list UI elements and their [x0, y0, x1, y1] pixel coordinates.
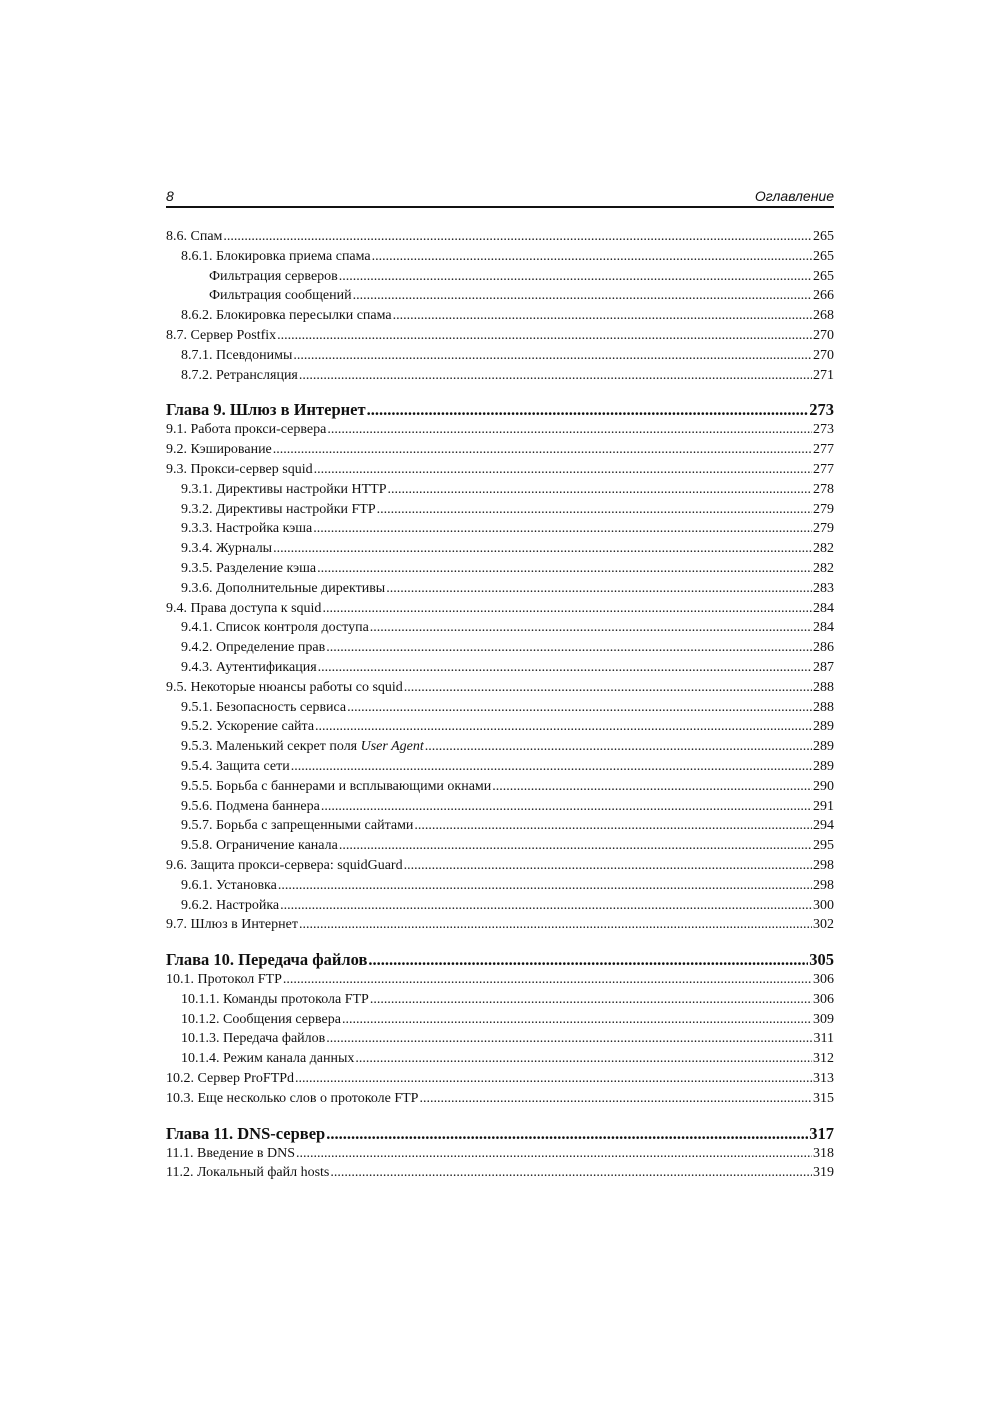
- dot-leader: [313, 519, 812, 539]
- toc-entry-page: 277: [813, 442, 834, 458]
- toc-entry-title: 10.2. Сервер ProFTPd: [166, 1071, 295, 1087]
- toc-entry-page: 265: [813, 229, 834, 244]
- toc-entry-title: 9.5.2. Ускорение сайта: [181, 719, 315, 735]
- toc-entry-title: 9.2. Кэширование: [166, 442, 272, 458]
- dot-leader: [326, 638, 812, 658]
- dot-leader: [370, 990, 812, 1010]
- toc-entry-title: 9.5.5. Борьба с баннерами и всплывающими окнами: [181, 778, 492, 794]
- dot-leader: [330, 1163, 812, 1183]
- toc-entry-title: 11.2. Локальный файл hosts: [166, 1165, 330, 1181]
- dot-leader: [393, 306, 812, 326]
- toc-entry-page: 279: [813, 501, 834, 517]
- toc-entry[interactable]: [166, 717, 834, 737]
- toc-entry-page: 294: [813, 818, 834, 834]
- toc-entry-title: 8.7.1. Псевдонимы: [181, 347, 293, 363]
- dot-leader: [404, 856, 812, 876]
- toc-entry-title: 9.6.2. Настройка: [181, 897, 280, 913]
- toc-entry-page: 298: [813, 857, 834, 873]
- dot-leader: [273, 539, 812, 559]
- toc-entry[interactable]: [166, 698, 834, 718]
- dot-leader: [370, 618, 812, 638]
- toc-chapter-title: Глава 10. Передача файлов: [166, 950, 368, 970]
- page-number: 8: [166, 188, 174, 204]
- toc-entry-title: 8.7.2. Ретрансляция: [181, 367, 298, 383]
- toc-entry-title: 11.1. Введение в DNS: [166, 1145, 296, 1161]
- toc-entry-page: 306: [813, 972, 834, 988]
- toc-entry-title: 9.3.1. Директивы настройки HTTP: [181, 481, 387, 497]
- toc-entry[interactable]: [166, 737, 834, 757]
- toc-entry-page: 282: [813, 541, 834, 557]
- toc-entry[interactable]: [166, 539, 834, 559]
- toc-entry-title: 9.7. Шлюз в Интернет: [166, 917, 298, 933]
- toc-entry[interactable]: [166, 559, 834, 579]
- toc-entry[interactable]: [166, 1144, 834, 1164]
- toc-entry-page: 265: [813, 248, 834, 264]
- dot-leader: [327, 420, 812, 440]
- dot-leader: [315, 717, 812, 737]
- toc-entry-page: 290: [813, 778, 834, 794]
- toc-entry[interactable]: [166, 896, 834, 916]
- toc-entry[interactable]: [166, 1010, 834, 1030]
- toc-entry-title: 9.5.8. Ограничение канала: [181, 838, 338, 854]
- toc-entry-page: 298: [813, 877, 834, 893]
- toc-entry-title: 9.3.4. Журналы: [181, 541, 273, 557]
- toc-entry-page: 291: [813, 798, 834, 814]
- toc-entry-page: 270: [813, 347, 834, 363]
- toc-entry[interactable]: [166, 286, 834, 306]
- toc-entry[interactable]: [166, 970, 834, 990]
- toc-entry[interactable]: [166, 816, 834, 836]
- toc-chapter-entry[interactable]: [166, 399, 834, 420]
- table-of-contents: [166, 227, 834, 1183]
- toc-entry[interactable]: [166, 599, 834, 619]
- toc-entry[interactable]: [166, 519, 834, 539]
- dot-leader: [347, 698, 812, 718]
- dot-leader: [296, 1144, 812, 1164]
- toc-entry-title-text: 9.5.3. Маленький секрет поля: [181, 739, 361, 755]
- dot-leader: [317, 559, 812, 579]
- toc-entry-page: 268: [813, 308, 834, 324]
- toc-entry-title: 9.1. Работа прокси-сервера: [166, 422, 327, 438]
- toc-entry[interactable]: [166, 856, 834, 876]
- dot-leader: [368, 949, 808, 970]
- toc-entry-title: 9.5.4. Защита сети: [181, 758, 290, 774]
- toc-entry-title: Фильтрация сообщений: [209, 288, 352, 304]
- dot-leader: [321, 797, 812, 817]
- toc-entry-page: 318: [813, 1145, 834, 1161]
- toc-entry-title: 9.3.5. Разделение кэша: [181, 560, 317, 576]
- toc-entry-title: 9.6.1. Установка: [181, 877, 277, 893]
- toc-entry[interactable]: [166, 618, 834, 638]
- toc-entry[interactable]: [166, 1163, 834, 1183]
- dot-leader: [299, 915, 812, 935]
- toc-entry-page: 313: [813, 1071, 834, 1087]
- toc-entry-title: 9.3.3. Настройка кэша: [181, 521, 313, 537]
- toc-entry-title: [181, 737, 424, 757]
- toc-entry-title: 9.4.3. Аутентификация: [181, 659, 317, 675]
- toc-entry-page: 295: [813, 838, 834, 854]
- toc-entry-title: 9.5.1. Безопасность сервиса: [181, 699, 347, 715]
- toc-entry[interactable]: [166, 420, 834, 440]
- toc-entry[interactable]: [166, 500, 834, 520]
- dot-leader: [283, 970, 812, 990]
- dot-leader: [419, 1089, 812, 1109]
- toc-entry-page: 288: [813, 699, 834, 715]
- toc-entry-page: 273: [813, 422, 834, 438]
- toc-entry[interactable]: [166, 440, 834, 460]
- dot-leader: [277, 326, 812, 346]
- dot-leader: [377, 500, 812, 520]
- toc-entry-page: 302: [813, 917, 834, 933]
- toc-entry[interactable]: [166, 326, 834, 346]
- dot-leader: [295, 1069, 812, 1089]
- toc-chapter-page: 317: [809, 1123, 834, 1143]
- toc-entry-title: 8.7. Сервер Postfix: [166, 327, 277, 343]
- toc-entry-page: 315: [813, 1090, 834, 1106]
- dot-leader: [280, 896, 812, 916]
- dot-leader: [223, 227, 812, 247]
- dot-leader: [367, 399, 809, 420]
- dot-leader: [318, 658, 812, 678]
- toc-entry[interactable]: [166, 797, 834, 817]
- toc-entry-title: 9.4.2. Определение прав: [181, 640, 326, 656]
- toc-chapter-title: Глава 11. DNS-сервер: [166, 1123, 326, 1143]
- toc-entry-page: 271: [813, 367, 834, 383]
- running-head-title: Оглавление: [754, 188, 834, 204]
- toc-entry[interactable]: [166, 227, 834, 247]
- toc-chapter-page: 273: [809, 400, 834, 420]
- dot-leader: [314, 460, 812, 480]
- toc-entry[interactable]: [166, 638, 834, 658]
- toc-entry-page: 284: [813, 620, 834, 636]
- dot-leader: [326, 1123, 808, 1144]
- dot-leader: [278, 876, 812, 896]
- toc-entry[interactable]: [166, 480, 834, 500]
- toc-entry-page: 265: [813, 268, 834, 284]
- toc-entry[interactable]: [166, 247, 834, 267]
- dot-leader: [293, 346, 812, 366]
- toc-entry-title: 9.5. Некоторые нюансы работы со squid: [166, 679, 403, 695]
- toc-entry-title: 9.4. Права доступа к squid: [166, 600, 322, 616]
- toc-entry[interactable]: [166, 777, 834, 797]
- toc-entry[interactable]: [166, 579, 834, 599]
- toc-entry[interactable]: [166, 1069, 834, 1089]
- toc-entry-title: 9.3. Прокси-сервер squid: [166, 461, 313, 477]
- toc-entry[interactable]: [166, 915, 834, 935]
- toc-entry-page: 306: [813, 991, 834, 1007]
- toc-entry-title: 8.6.2. Блокировка пересылки спама: [181, 308, 392, 324]
- toc-chapter-entry[interactable]: [166, 1123, 834, 1144]
- dot-leader: [492, 777, 812, 797]
- toc-entry[interactable]: [166, 876, 834, 896]
- dot-leader: [425, 737, 812, 757]
- dot-leader: [339, 267, 812, 287]
- toc-entry-page: 288: [813, 679, 834, 695]
- toc-entry-page: 309: [813, 1011, 834, 1027]
- toc-entry-title: 8.6.1. Блокировка приема спама: [181, 248, 371, 264]
- toc-entry[interactable]: [166, 460, 834, 480]
- toc-entry-title: 9.4.1. Список контроля доступа: [181, 620, 369, 636]
- toc-entry-page: 286: [813, 640, 834, 656]
- toc-entry[interactable]: [166, 366, 834, 386]
- toc-entry[interactable]: [166, 678, 834, 698]
- toc-chapter-page: 305: [809, 950, 834, 970]
- dot-leader: [353, 286, 812, 306]
- toc-chapter-entry[interactable]: [166, 949, 834, 970]
- toc-entry-title: 10.1.3. Передача файлов: [181, 1031, 326, 1047]
- toc-chapter-title: Глава 9. Шлюз в Интернет: [166, 400, 366, 420]
- toc-entry-page: 270: [813, 327, 834, 343]
- toc-entry[interactable]: [166, 1089, 834, 1109]
- toc-entry-title: 10.1. Протокол FTP: [166, 972, 282, 988]
- toc-entry-title: 10.3. Еще несколько слов о протоколе FTP: [166, 1090, 419, 1106]
- toc-entry[interactable]: [166, 346, 834, 366]
- dot-leader: [404, 678, 812, 698]
- dot-leader: [388, 480, 813, 500]
- toc-entry-title: Фильтрация серверов: [209, 268, 338, 284]
- dot-leader: [372, 247, 812, 267]
- dot-leader: [291, 757, 812, 777]
- dot-leader: [342, 1010, 812, 1030]
- toc-entry-title-emphasis: User Agent: [360, 739, 424, 755]
- toc-entry-title: 8.6. Спам: [166, 229, 223, 244]
- toc-entry-page: 319: [813, 1165, 834, 1181]
- toc-entry-page: 266: [813, 288, 834, 304]
- toc-entry-page: 287: [813, 659, 834, 675]
- toc-entry-title: 9.6. Защита прокси-сервера: squidGuard: [166, 857, 403, 873]
- toc-entry-title: 9.5.7. Борьба с запрещенными сайтами: [181, 818, 414, 834]
- toc-entry-page: 277: [813, 461, 834, 477]
- toc-entry-page: 284: [813, 600, 834, 616]
- dot-leader: [414, 816, 812, 836]
- dot-leader: [326, 1029, 812, 1049]
- dot-leader: [355, 1049, 812, 1069]
- toc-entry-title: 9.3.2. Директивы настройки FTP: [181, 501, 376, 517]
- toc-entry[interactable]: [166, 836, 834, 856]
- toc-entry-title: 9.5.6. Подмена баннера: [181, 798, 320, 814]
- dot-leader: [386, 579, 812, 599]
- toc-entry[interactable]: [166, 990, 834, 1010]
- dot-leader: [273, 440, 812, 460]
- toc-entry-page: 289: [813, 739, 834, 755]
- dot-leader: [299, 366, 812, 386]
- toc-entry[interactable]: [166, 306, 834, 326]
- toc-entry-page: 289: [813, 758, 834, 774]
- toc-entry-title: 10.1.1. Команды протокола FTP: [181, 991, 369, 1007]
- toc-entry-page: 311: [813, 1031, 834, 1047]
- toc-entry-page: 282: [813, 560, 834, 576]
- toc-entry[interactable]: [166, 267, 834, 287]
- toc-entry-title: 9.3.6. Дополнительные директивы: [181, 580, 386, 596]
- toc-entry-page: 278: [813, 481, 834, 497]
- toc-entry-page: 300: [813, 897, 834, 913]
- toc-entry[interactable]: [166, 1029, 834, 1049]
- toc-entry[interactable]: [166, 658, 834, 678]
- toc-entry-title: 10.1.2. Сообщения сервера: [181, 1011, 341, 1027]
- toc-entry-title: 10.1.4. Режим канала данных: [181, 1051, 355, 1067]
- toc-entry-page: 312: [813, 1051, 834, 1067]
- toc-entry-page: 279: [813, 521, 834, 537]
- dot-leader: [322, 599, 812, 619]
- dot-leader: [339, 836, 812, 856]
- toc-entry[interactable]: [166, 757, 834, 777]
- toc-entry[interactable]: [166, 1049, 834, 1069]
- toc-entry-page: 283: [813, 580, 834, 596]
- page-header: [166, 186, 834, 208]
- toc-entry-page: 289: [813, 719, 834, 735]
